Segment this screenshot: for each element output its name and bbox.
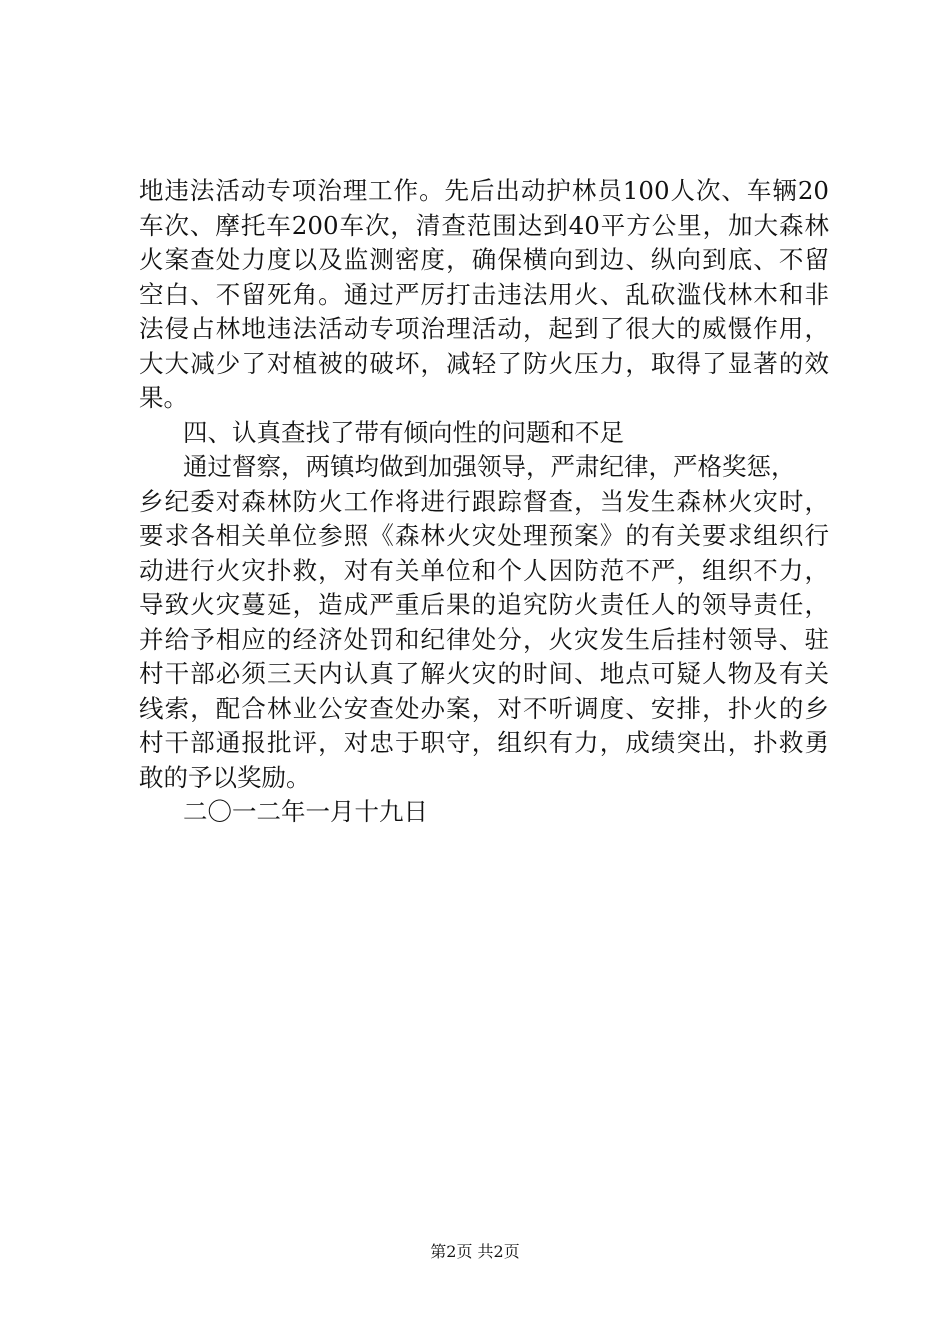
text-line: 大大减少了对植被的破坏，减轻了防火压力，取得了显著的效 — [139, 348, 829, 378]
text-line: 要求各相关单位参照《森林火灾处理预案》的有关要求组织行 — [139, 521, 829, 550]
text-line: 村干部必须三天内认真了解火灾的时间、地点可疑人物及有关 — [139, 659, 829, 688]
text-line: 通过督察，两镇均做到加强领导，严肃纪律，严格奖惩， — [183, 452, 796, 481]
page-footer — [0, 1242, 950, 1262]
text-line: 法侵占林地违法活动专项治理活动，起到了很大的威慑作用， — [139, 314, 829, 343]
text-line: 敢的予以奖励。 — [139, 762, 311, 792]
text-line: 动进行火灾扑救，对有关单位和个人因防范不严，组织不力， — [139, 555, 829, 585]
text-line: 空白、不留死角。通过严厉打击违法用火、乱砍滥伐林木和非 — [139, 279, 829, 309]
text-line: 车次、摩托车200车次，清查范围达到40平方公里，加大森林 — [139, 210, 829, 240]
text-line: 并给予相应的经济处罚和纪律处分，火灾发生后挂村领导、驻 — [139, 624, 829, 654]
page-number: 第2页 共2页 — [430, 1242, 520, 1261]
text-line: 乡纪委对森林防火工作将进行跟踪督查，当发生森林火灾时， — [139, 486, 829, 516]
text-line: 果。 — [139, 383, 188, 412]
text-line: 火案查处力度以及监测密度，确保横向到边、纵向到底、不留 — [139, 245, 829, 274]
text-line: 村干部通报批评，对忠于职守，组织有力，成绩突出，扑救勇 — [139, 728, 829, 757]
text-line: 导致火灾蔓延，造成严重后果的追究防火责任人的领导责任， — [139, 590, 829, 619]
document-date: 二〇一二年一月十九日 — [183, 797, 428, 826]
text-line: 线索，配合林业公安查处办案，对不听调度、安排，扑火的乡 — [139, 693, 829, 723]
section-heading: 四、认真查找了带有倾向性的问题和不足 — [183, 417, 624, 447]
document-body — [139, 174, 829, 830]
text-line: 地违法活动专项治理工作。先后出动护林员100人次、车辆20 — [139, 176, 829, 205]
